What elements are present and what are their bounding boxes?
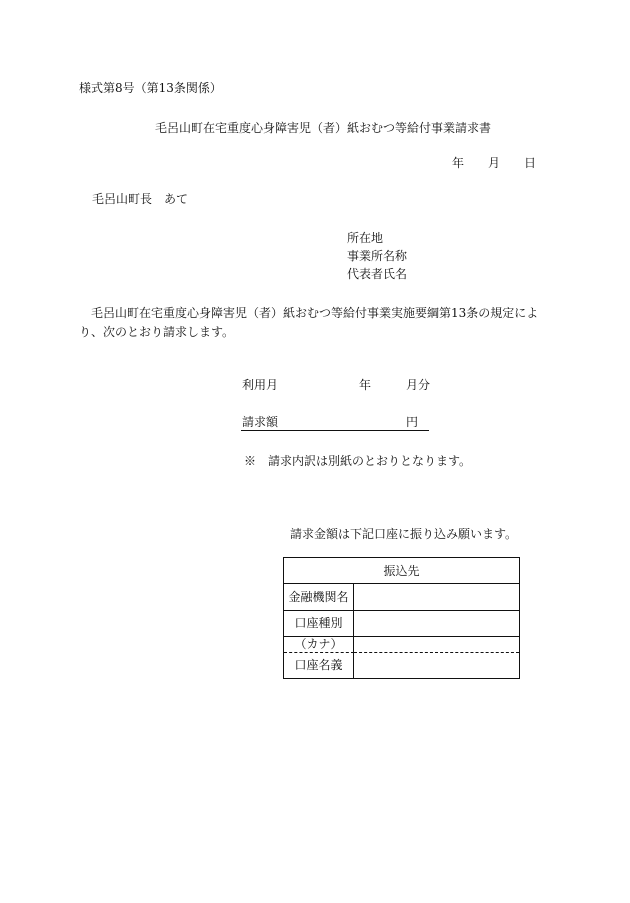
document-title: 毛呂山町在宅重度心身障害児（者）紙おむつ等給付事業請求書 — [155, 121, 492, 135]
usage-month-unit: 月分 — [406, 378, 431, 392]
bank-account-table — [283, 557, 520, 679]
date-day-label: 日 — [524, 156, 537, 170]
usage-year-label: 年 — [359, 378, 372, 392]
account-holder-field[interactable] — [354, 653, 519, 678]
date-year-label: 年 — [452, 156, 465, 170]
claim-amount-label: 請求額 — [242, 415, 279, 429]
account-kana-field[interactable] — [354, 637, 519, 653]
addressee: 毛呂山町長 あて — [92, 192, 189, 206]
claim-amount-unit: 円 — [406, 415, 419, 429]
usage-month-label: 利用月 — [242, 378, 279, 392]
account-type-label: 口座種別 — [284, 611, 354, 637]
bank-name-label: 金融機関名 — [284, 584, 354, 611]
applicant-representative-label: 代表者氏名 — [347, 267, 408, 281]
breakdown-note: ※ 請求内訳は別紙のとおりとなります。 — [244, 454, 472, 468]
body-paragraph: 毛呂山町在宅重度心身障害児（者）紙おむつ等給付事業実施要綱第13条の規定により、次のとおり請求します。 — [79, 306, 539, 339]
account-kana-label: （カナ） — [284, 637, 354, 653]
applicant-address-label: 所在地 — [347, 231, 384, 245]
account-holder-label: 口座名義 — [284, 653, 354, 678]
transfer-request-text: 請求金額は下記口座に振り込み願います。 — [290, 527, 518, 541]
date-month-label: 月 — [488, 156, 501, 170]
form-number: 様式第8号（第13条関係） — [79, 81, 222, 95]
account-type-field[interactable] — [354, 611, 519, 637]
bank-name-field[interactable] — [354, 584, 519, 611]
bank-table-header: 振込先 — [284, 558, 519, 584]
applicant-office-label: 事業所名称 — [347, 249, 408, 263]
